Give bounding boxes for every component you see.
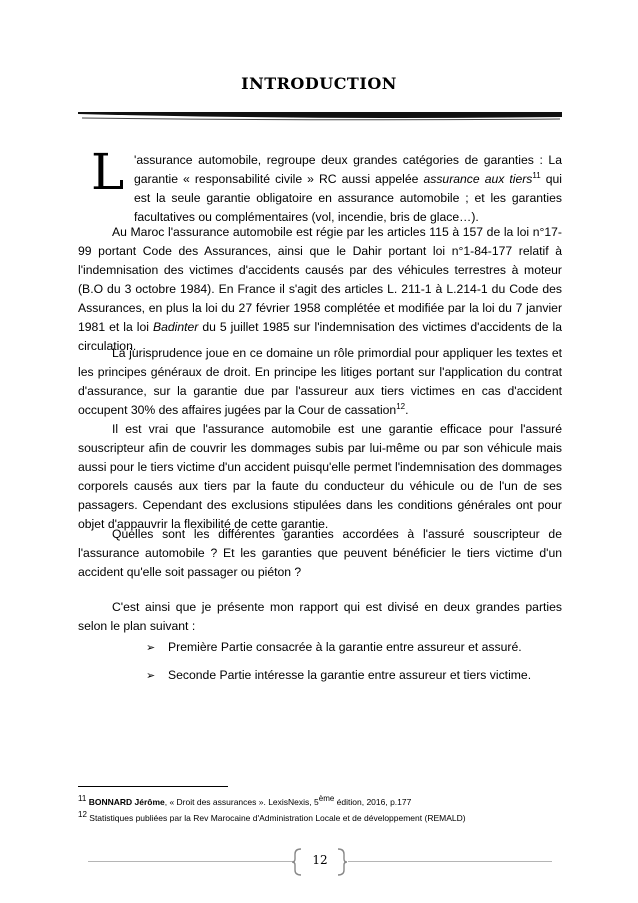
right-brace-icon	[336, 848, 348, 876]
paragraph-guarantee: Il est vrai que l'assurance automobile est une garantie efficace pour l'assuré souscripteur afin de couvrir les dommages subis par lui-même ou par son véhicule mais aussi pour le tiers victime d'un accident puisqu'elle permet l'indemnisation des dommages corporels causés aux tiers par la faute du conducteur du véhicule ou de l'un de ses passagers. Cependant des exclusions stipulées dans les conditions générales ont pour objet d'appauvrir la flexibilité de cette garantie.	[78, 422, 562, 531]
intro-paragraph: 'assurance automobile, regroupe deux grandes catégories de garanties : La garantie « responsabilité civile » RC aussi appelée assurance aux tiers$^{11}$ qui est la seule garantie obligatoire en assurance automobile ; et les garanties facultatives ou complémentaires (vol, incendie, bris de glace…).	[134, 153, 562, 224]
arrow-bullet-icon: ➢	[146, 670, 156, 682]
intro-italic-term: assurance aux tiers	[423, 172, 533, 186]
footnote-11: $^{11}$ BONNARD Jérôme, « Droit des assurances ». LexisNexis, 5ème édition, 2016, p.177	[78, 794, 412, 807]
plan-item-1: ➢ Première Partie consacrée à la garantie entre assureur et assuré.	[146, 638, 562, 658]
paragraph-questions: Quelles sont les différentes garanties accordées à l'assuré souscripteur de l'assurance automobile ? Et les garanties que peuvent bénéficier le tiers victime d'un accident qu'elle soit passager ou piéton ?	[78, 527, 562, 579]
footnote-ref-11[interactable]: 11	[532, 170, 541, 180]
footnote-ref-12[interactable]: 12	[396, 401, 406, 411]
drop-cap: L	[91, 143, 125, 201]
page-number-right-line	[348, 861, 552, 862]
page-number: 12	[312, 853, 328, 867]
footnote-12: $^{12}$ Statistiques publiées par la Rev Marocaine d'Administration Locale et de développement (REMALD)	[78, 810, 466, 823]
paragraph-jurisprudence: La jurisprudence joue en ce domaine un rôle primordial pour appliquer les textes et les principes généraux de droit. En principe les litiges portant sur l'application du contrat d'assurance, sur la garantie due par l'assureur aux tiers victimes en cas d'accident occupent 30% des affaires jugées par la Cour de cassation$^{12}$.	[78, 346, 562, 417]
paragraph-plan: C'est ainsi que je présente mon rapport qui est divisé en deux grandes parties selon le plan suivant :	[78, 600, 562, 633]
footnote-author: BONNARD Jérôme	[88, 797, 165, 807]
page-number-left-line	[88, 861, 292, 862]
badinter-italic: Badinter	[152, 320, 199, 334]
paragraph-legal-framework: Au Maroc l'assurance automobile est régie par les articles 115 à 157 de la loi n°17-99 portant Code des Assurances, ainsi que le Dahir portant loi n°1-84-177 relatif à l'indemnisation des victimes d'accidents causés par des véhicules terrestres à moteur (B.O du 3 octobre 1984). En France il s'agit des articles L. 211-1 à L.214-1 du Code des Assurances, en plus la loi du 27 février 1958 complétée et modifiée par la loi du 7 janvier 1981 et la loi Badinter du 5 juillet 1985 sur l'indemnisation des victimes d'accidents de la circulation.	[78, 225, 562, 353]
plan-item-2: ➢ Seconde Partie intéresse la garantie entre assureur et tiers victime.	[146, 666, 562, 686]
page-title: INTRODUCTION	[241, 74, 397, 93]
arrow-bullet-icon: ➢	[146, 642, 156, 654]
footnote-separator	[78, 786, 228, 787]
title-underline-ornament	[78, 108, 562, 122]
